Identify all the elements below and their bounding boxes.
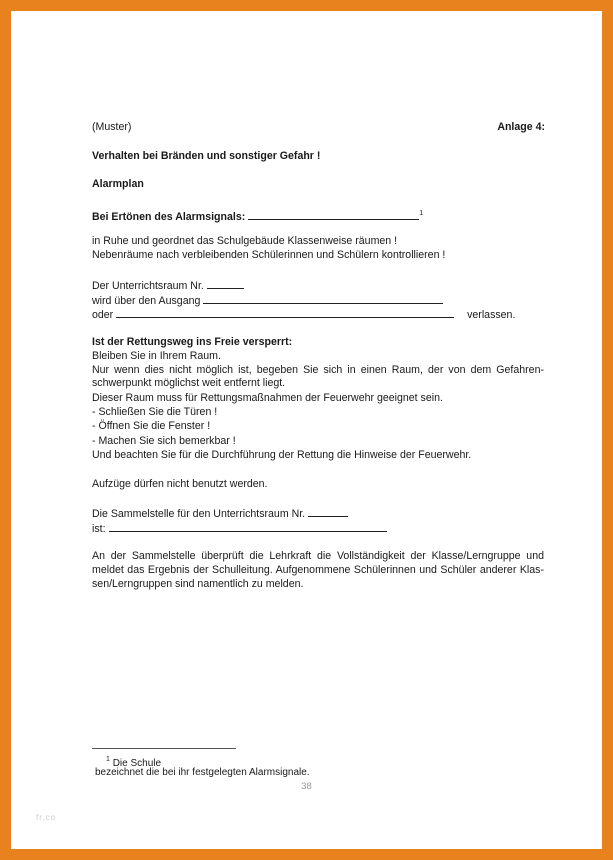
action-line: in Ruhe und geordnet das Schulgebäude Klassenweise räumen ! [92, 235, 398, 247]
blocked-line: Nur wenn dies nicht möglich ist, begeben Sie sich in einen Raum, der von dem Gefahren- [92, 364, 544, 376]
alarm-signal-blank [248, 209, 419, 220]
closing-line: sen/Lerngruppen sind namentlich zu melden. [92, 578, 304, 590]
footnote-line: bezeichnet die bei ihr festgelegten Alarmsignale. [95, 767, 310, 778]
blocked-line: Und beachten Sie für die Durchführung der Rettung die Hinweise der Feuerwehr. [92, 449, 472, 461]
anlage-label: Anlage 4: [497, 121, 545, 133]
alt-exit-blank [116, 307, 454, 318]
room-number-blank [207, 278, 244, 289]
assembly-line [92, 506, 348, 521]
blocked-line: - Öffnen Sie die Fenster ! [92, 420, 211, 432]
page-number: 38 [301, 781, 312, 792]
blocked-line: schwerpunkt möglichst weit entfernt liegt. [92, 377, 286, 389]
exit-label: wird über den Ausgang [92, 295, 201, 307]
blocked-line: - Schließen Sie die Türen ! [92, 406, 218, 418]
document-title: Verhalten bei Bränden und sonstiger Gefahr ! [92, 150, 321, 162]
assembly-place-line [92, 521, 387, 536]
closing-line: meldet das Ergebnis der Schulleitung. Aufgenommene Schülerinnen und Schüler anderer Klas- [92, 564, 544, 576]
alarmplan-heading: Alarmplan [92, 178, 144, 190]
room-line [92, 278, 244, 293]
action-line: Nebenräume nach verbleibenden Schülerinnen und Schülern kontrollieren ! [92, 249, 446, 261]
room-label: Der Unterrichtsraum Nr. [92, 280, 204, 292]
watermark: fr.co [36, 813, 57, 822]
blocked-heading: Ist der Rettungsweg ins Freie versperrt: [92, 336, 293, 348]
footnote-ref: 1 [419, 210, 424, 217]
footnote-mark: 1 [106, 756, 110, 763]
exit-blank [203, 293, 443, 304]
or-line [92, 307, 515, 322]
assembly-label: Die Sammelstelle für den Unterrichtsraum Nr. [92, 508, 306, 520]
document-page [11, 11, 602, 849]
blocked-line: - Machen Sie sich bemerkbar ! [92, 435, 236, 447]
footnote-text: Die Schule [112, 758, 162, 769]
or-label: oder [92, 309, 114, 321]
elevator-note: Aufzüge dürfen nicht benutzt werden. [92, 478, 268, 490]
alarm-signal-label: Bei Ertönen des Alarmsignals: [92, 211, 246, 223]
exit-line [92, 293, 443, 308]
assembly-place-blank [109, 521, 387, 532]
assembly-place-label: ist: [92, 523, 106, 535]
blocked-line: Dieser Raum muss für Rettungsmaßnahmen der Feuerwehr geeignet sein. [92, 392, 443, 404]
assembly-room-blank [308, 506, 348, 517]
leave-label: verlassen. [467, 309, 516, 321]
closing-line: An der Sammelstelle überprüft die Lehrkraft die Vollständigkeit der Klasse/Lerngruppe und [92, 550, 544, 562]
muster-label: (Muster) [92, 121, 132, 133]
alarm-signal-line [92, 207, 423, 224]
blocked-line: Bleiben Sie in Ihrem Raum. [92, 350, 221, 362]
footnote-divider [92, 748, 236, 749]
